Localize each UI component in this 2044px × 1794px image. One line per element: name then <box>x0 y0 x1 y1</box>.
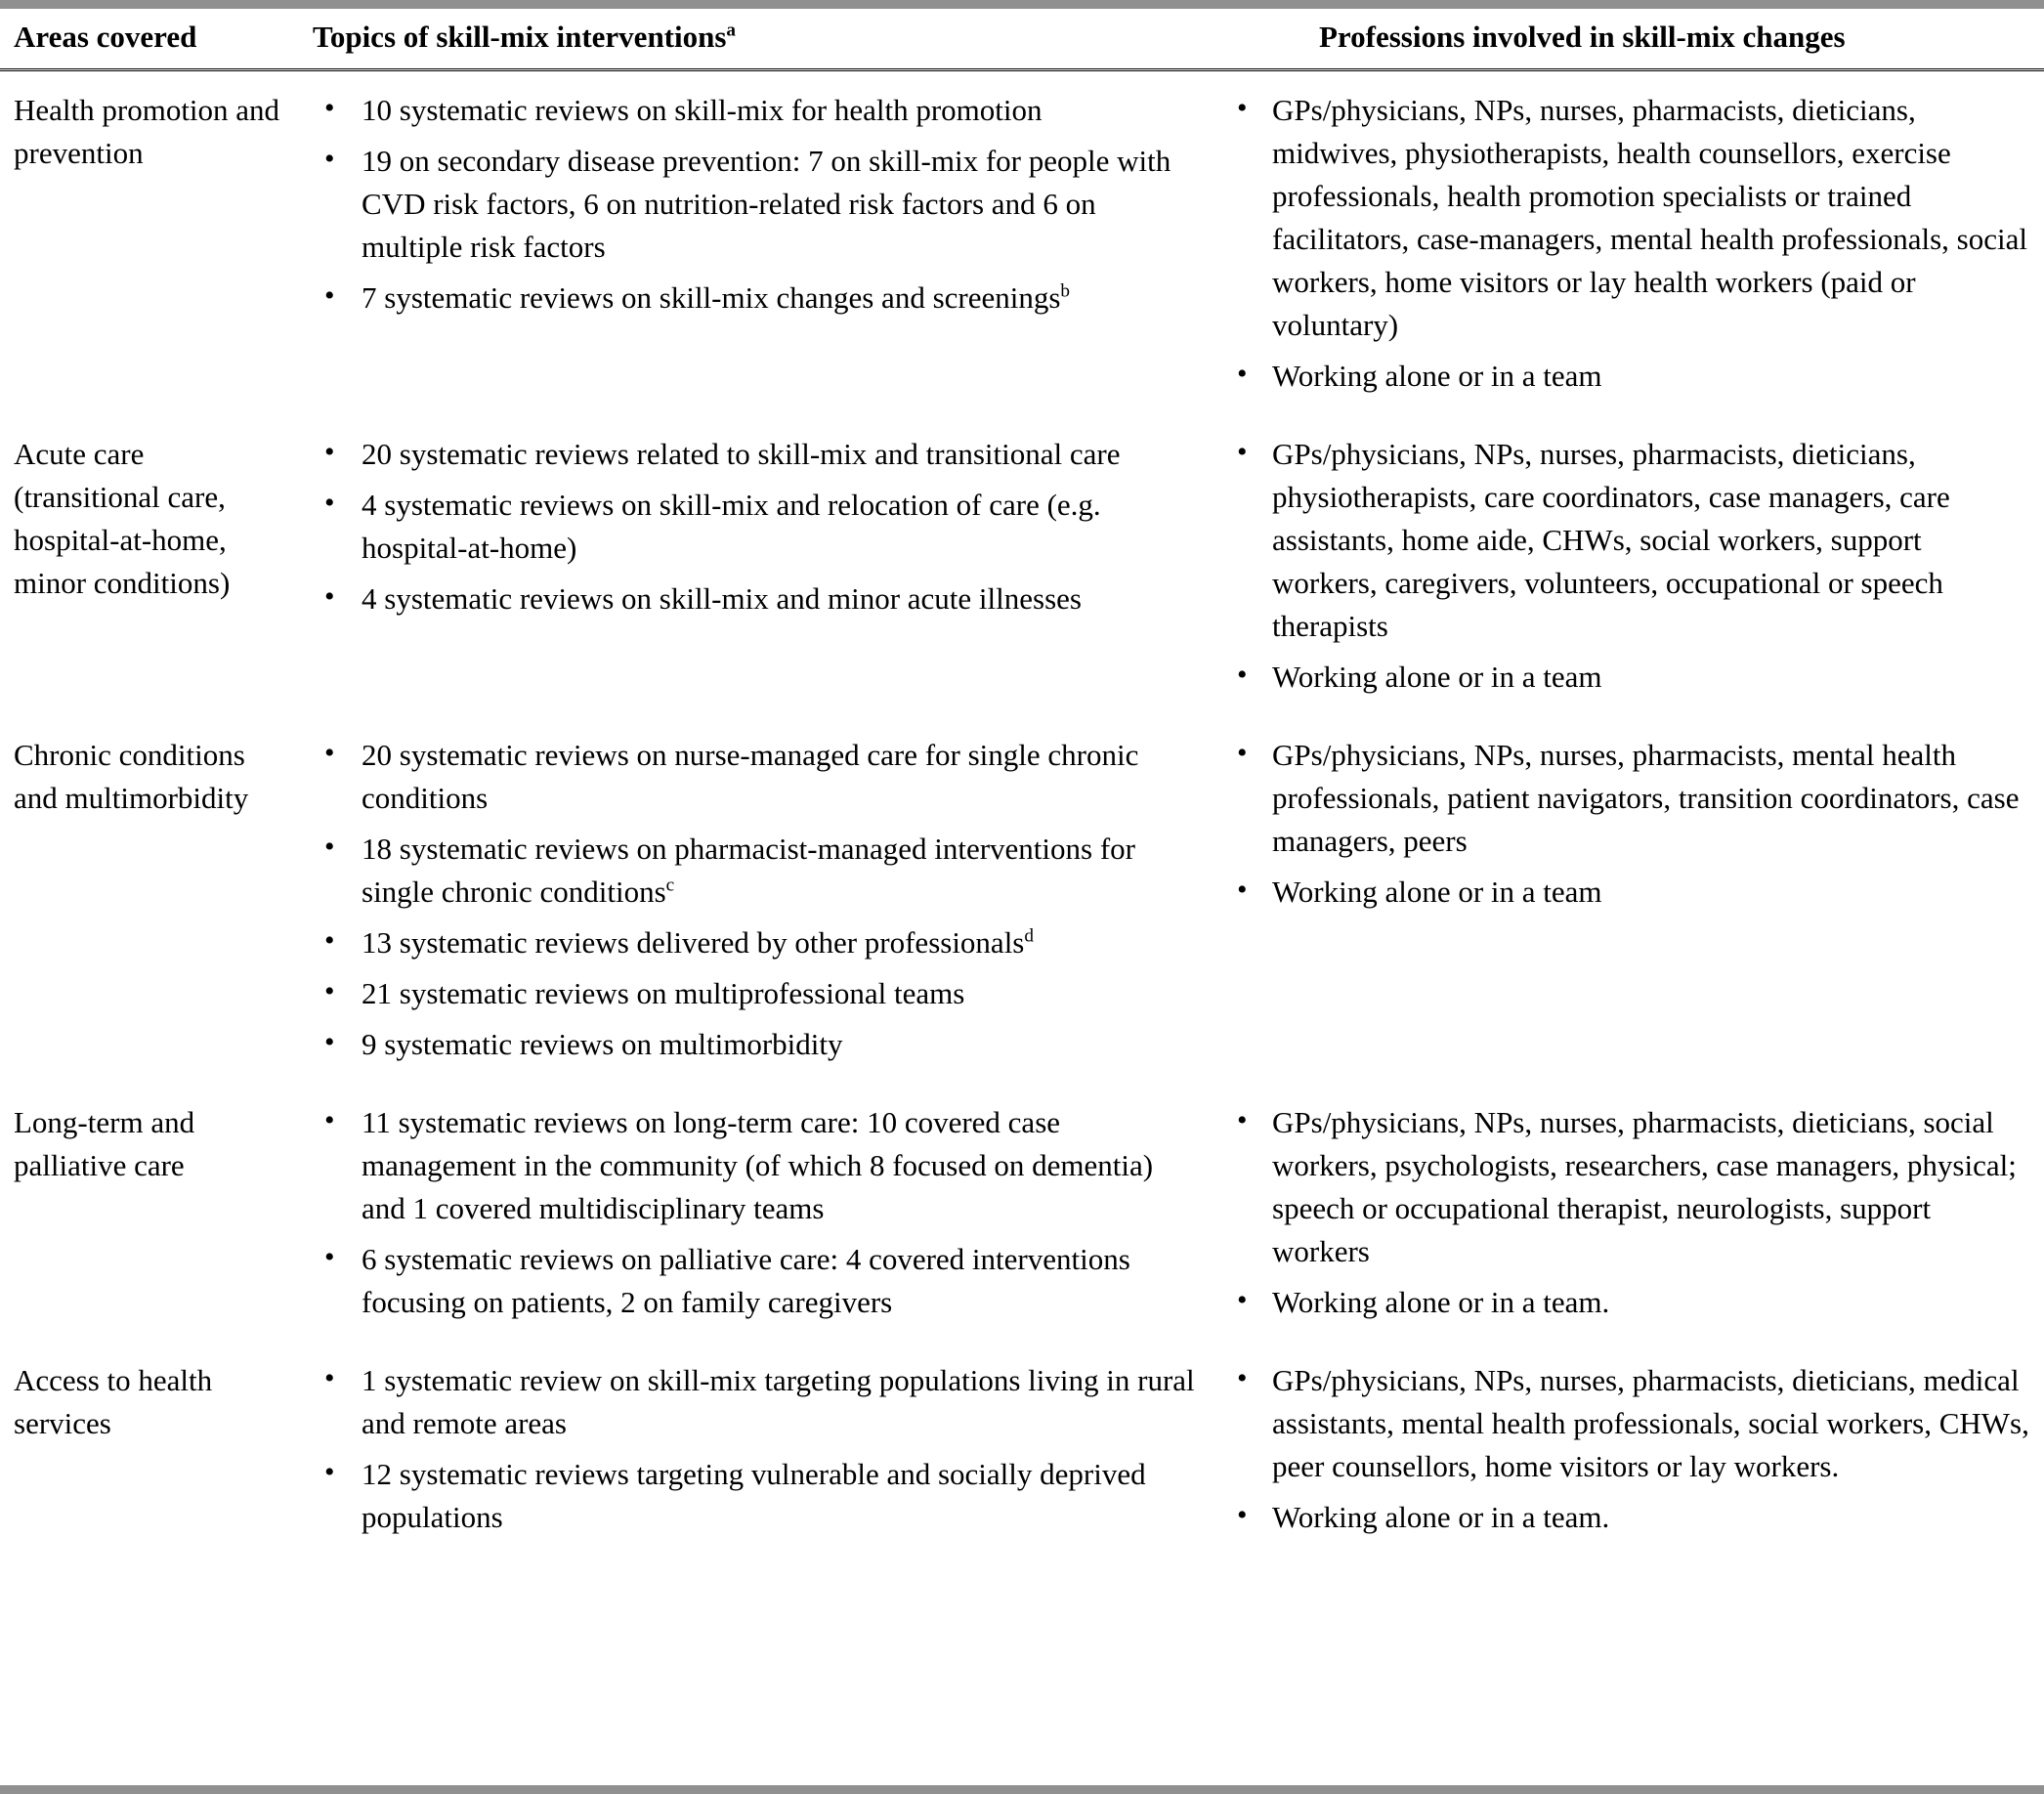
profession-bullet <box>1219 1496 2030 1539</box>
topic-bullet-footnote-marker: d <box>1024 925 1034 947</box>
professions-cell-list <box>1219 734 2030 914</box>
topics-cell <box>303 1342 1212 1557</box>
professions-cell-list <box>1219 89 2030 398</box>
table-top-rule <box>0 0 2044 9</box>
table-row <box>0 1084 2044 1342</box>
topic-bullet <box>311 433 1198 476</box>
profession-bullet-text: Working alone or in a team. <box>1272 1285 1610 1320</box>
table-row <box>0 1342 2044 1557</box>
table-header <box>0 9 2044 69</box>
professions-cell-list <box>1219 1101 2030 1324</box>
area-covered-cell: Long-term and palliative care <box>14 1105 195 1183</box>
table-row <box>0 69 2044 415</box>
topic-bullet-text: 9 systematic reviews on multimorbidity <box>362 1027 843 1062</box>
professions-cell-list <box>1219 433 2030 699</box>
profession-bullet-text: GPs/physicians, NPs, nurses, pharmacists, dieticians, medical assistants, mental health professionals, social workers, CHWs, peer counsellors, home visitors or lay workers. <box>1272 1363 2029 1484</box>
topic-bullet-text: 21 systematic reviews on multiprofessional teams <box>362 976 965 1011</box>
topic-bullet-text: 20 systematic reviews related to skill-mix and transitional care <box>362 436 1121 471</box>
topic-bullet <box>311 1023 1198 1066</box>
topic-bullet <box>311 1359 1198 1445</box>
professions-cell-list <box>1219 1359 2030 1539</box>
topics-cell-list <box>311 1101 1198 1324</box>
profession-bullet <box>1219 1359 2030 1488</box>
area-covered-cell: Health promotion and prevention <box>14 92 280 170</box>
profession-bullet-text: Working alone or in a team. <box>1272 1500 1610 1535</box>
topic-bullet-text: 11 systematic reviews on long-term care: 10 covered case management in the community (of which 8 focused on dementia) and 1 covered multidisciplinary teams <box>362 1105 1154 1226</box>
table-row <box>0 415 2044 716</box>
topic-bullet <box>311 734 1198 820</box>
profession-bullet-text: Working alone or in a team <box>1272 875 1602 909</box>
topic-bullet <box>311 1453 1198 1539</box>
area-covered-cell: Chronic conditions and multimorbidity <box>14 737 249 815</box>
topic-bullet-footnote-marker: c <box>665 875 675 896</box>
topics-cell <box>303 1084 1212 1342</box>
topic-bullet-text: 6 systematic reviews on palliative care: 4 covered interventions focusing on patients, 2 on family caregivers <box>362 1242 1130 1320</box>
profession-bullet-text: GPs/physicians, NPs, nurses, pharmacists, mental health professionals, patient navigators, transition coordinators, case managers, peers <box>1272 737 2020 858</box>
profession-bullet <box>1219 871 2030 914</box>
professions-cell <box>1212 716 2044 1084</box>
column-header-topics-label: Topics of skill-mix interventions <box>313 20 727 54</box>
topic-bullet <box>311 277 1198 320</box>
column-header-topics-footnote-marker: a <box>726 20 737 41</box>
topic-bullet-text: 4 systematic reviews on skill-mix and minor acute illnesses <box>362 580 1082 616</box>
topics-cell <box>303 716 1212 1084</box>
topic-bullet <box>311 140 1198 269</box>
topics-cell-list <box>311 1359 1198 1539</box>
topic-bullet-text: 1 systematic review on skill-mix targeting populations living in rural and remote areas <box>362 1363 1195 1441</box>
profession-bullet-text: Working alone or in a team <box>1272 358 1602 393</box>
table-container <box>0 9 2044 1557</box>
topic-bullet <box>311 921 1198 964</box>
profession-bullet-text: Working alone or in a team <box>1272 659 1602 694</box>
column-header-professions: Professions involved in skill-mix changes <box>1212 9 2044 69</box>
topics-cell <box>303 415 1212 716</box>
topic-bullet <box>311 484 1198 570</box>
topic-bullet-text: 12 systematic reviews targeting vulnerable and socially deprived populations <box>362 1457 1146 1535</box>
profession-bullet-text: GPs/physicians, NPs, nurses, pharmacists, dieticians, physiotherapists, care coordinators, case managers, care assistants, home aide, CHWs, social workers, support workers, caregivers, volunteers, occupational or speech therapists <box>1272 436 1950 643</box>
topic-bullet-text: 19 on secondary disease prevention: 7 on skill-mix for people with CVD risk factors, 6 on nutrition-related risk factors and 6 on multiple risk factors <box>362 143 1171 264</box>
topic-bullet-text: 4 systematic reviews on skill-mix and relocation of care (e.g. hospital-at-home) <box>362 487 1101 565</box>
topic-bullet-text: 10 systematic reviews on skill-mix for health promotion <box>362 92 1043 127</box>
topic-bullet-text: 7 systematic reviews on skill-mix changes and screenings <box>362 279 1061 315</box>
topics-cell-list <box>311 89 1198 320</box>
professions-cell <box>1212 1342 2044 1557</box>
profession-bullet <box>1219 433 2030 648</box>
topic-bullet <box>311 577 1198 620</box>
topic-bullet <box>311 972 1198 1015</box>
topic-bullet <box>311 89 1198 132</box>
topics-cell-list <box>311 433 1198 620</box>
topic-bullet <box>311 828 1198 914</box>
profession-bullet <box>1219 1101 2030 1273</box>
area-covered-cell: Access to health services <box>14 1363 213 1441</box>
table-body <box>0 69 2044 1557</box>
topic-bullet-text: 13 systematic reviews delivered by other professionals <box>362 925 1025 961</box>
area-covered-cell: Acute care (transitional care, hospital-at-home, minor conditions) <box>14 436 231 600</box>
topic-bullet-footnote-marker: b <box>1060 280 1071 302</box>
profession-bullet-text: GPs/physicians, NPs, nurses, pharmacists, dieticians, social workers, psychologists, researchers, case managers, physical; speech or occupational therapist, neurologists, support workers <box>1272 1105 2017 1269</box>
topic-bullet-text: 18 systematic reviews on pharmacist-managed interventions for single chronic conditions <box>362 831 1135 909</box>
profession-bullet <box>1219 1281 2030 1324</box>
column-header-areas-covered: Areas covered <box>0 9 303 69</box>
professions-cell <box>1212 415 2044 716</box>
professions-cell <box>1212 69 2044 415</box>
topics-cell-list <box>311 734 1198 1066</box>
profession-bullet <box>1219 89 2030 347</box>
topic-bullet <box>311 1238 1198 1324</box>
skill-mix-table <box>0 9 2044 1557</box>
profession-bullet-text: GPs/physicians, NPs, nurses, pharmacists, dieticians, midwives, physiotherapists, health counsellors, exercise professionals, health promotion specialists or trained facilitators, case-managers, mental health professionals, social workers, home visitors or lay health workers (paid or voluntary) <box>1272 92 2027 342</box>
topic-bullet <box>311 1101 1198 1230</box>
profession-bullet <box>1219 734 2030 863</box>
topic-bullet-text: 20 systematic reviews on nurse-managed care for single chronic conditions <box>362 737 1139 815</box>
profession-bullet <box>1219 656 2030 699</box>
table-header-row <box>0 9 2044 69</box>
professions-cell <box>1212 1084 2044 1342</box>
table-row <box>0 716 2044 1084</box>
profession-bullet <box>1219 355 2030 398</box>
topics-cell <box>303 69 1212 415</box>
column-header-topics <box>303 9 1212 69</box>
table-bottom-rule <box>0 1785 2044 1794</box>
